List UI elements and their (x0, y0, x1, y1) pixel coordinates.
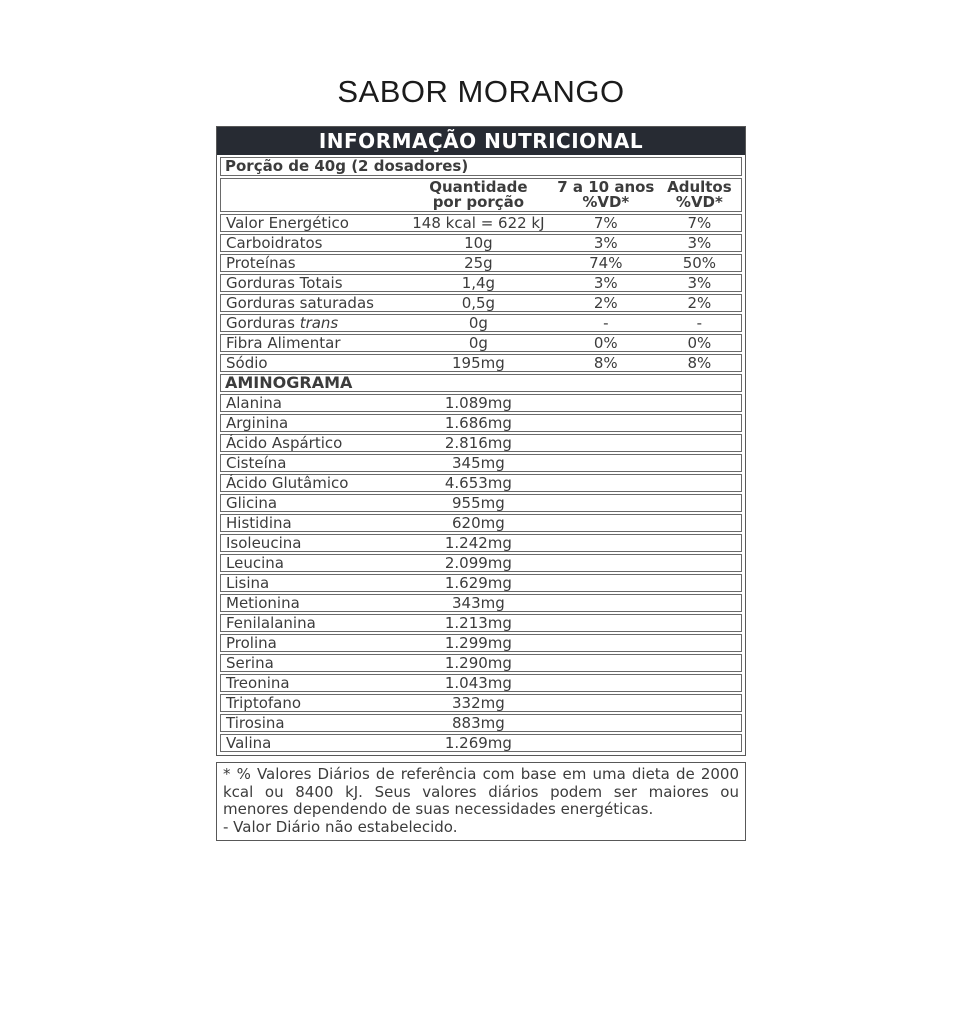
nutrient-quantity: 0g (468, 314, 488, 332)
aminogram-row (220, 534, 742, 552)
amino-acid-empty-cell (554, 655, 658, 671)
amino-acid-quantity: 1.213mg (444, 614, 512, 632)
amino-acid-quantity: 1.269mg (444, 734, 512, 752)
amino-acid-empty-cell (658, 555, 741, 571)
amino-acid-empty-cell (658, 535, 741, 551)
amino-acid-label: Isoleucina (226, 534, 302, 552)
nutrition-label (216, 126, 746, 841)
nutrition-table-header: INFORMAÇÃO NUTRICIONAL (217, 127, 745, 155)
amino-acid-empty-cell (554, 395, 658, 411)
page (0, 74, 962, 841)
nutrient-quantity: 148 kcal = 622 kJ (412, 214, 545, 232)
nutrient-quantity: 25g (464, 254, 493, 272)
amino-acid-quantity: 955mg (452, 494, 505, 512)
amino-acid-empty-cell (658, 515, 741, 531)
amino-acid-empty-cell (554, 635, 658, 651)
amino-acid-quantity: 1.299mg (444, 634, 512, 652)
amino-acid-empty-cell (658, 595, 741, 611)
nutrient-quantity: 1,4g (461, 274, 496, 292)
amino-acid-empty-cell (658, 475, 741, 491)
column-header-age-7-10-line1: 7 a 10 anos (557, 178, 655, 196)
amino-acid-quantity: 1.089mg (444, 394, 512, 412)
amino-acid-quantity: 883mg (452, 714, 505, 732)
amino-acid-quantity: 332mg (452, 694, 505, 712)
aminogram-row (220, 714, 742, 732)
amino-acid-label: Lisina (226, 574, 270, 592)
amino-acid-label: Glicina (226, 494, 278, 512)
aminogram-row (220, 674, 742, 692)
amino-acid-label: Valina (226, 734, 272, 752)
nutrient-vd-adults: 0% (687, 334, 712, 352)
amino-acid-label: Serina (226, 654, 274, 672)
footnote-daily-values: * % Valores Diários de referência com base em uma dieta de 2000 kcal ou 8400 kJ. Seus valores diários podem ser maiores ou menores dependendo de suas necessidades energéticas. (223, 765, 739, 818)
amino-acid-empty-cell (658, 715, 741, 731)
amino-acid-empty-cell (658, 495, 741, 511)
amino-acid-empty-cell (658, 615, 741, 631)
column-header-adults-line1: Adultos (667, 178, 732, 196)
nutrient-quantity: 10g (464, 234, 493, 252)
amino-acid-label: Triptofano (226, 694, 302, 712)
amino-acid-label: Prolina (226, 634, 277, 652)
nutrient-vd-adults: 3% (687, 274, 712, 292)
amino-acid-empty-cell (554, 615, 658, 631)
aminogram-section-title: AMINOGRAMA (225, 373, 353, 392)
amino-acid-empty-cell (554, 735, 658, 751)
nutrient-row (220, 254, 742, 272)
aminogram-row (220, 394, 742, 412)
footnotes (216, 762, 746, 841)
nutrient-vd-7-10: 3% (593, 234, 618, 252)
column-header-adults-line2: %VD* (675, 193, 723, 211)
nutrient-vd-7-10: 3% (593, 274, 618, 292)
amino-acid-empty-cell (658, 415, 741, 431)
amino-acid-quantity: 1.629mg (444, 574, 512, 592)
nutrient-row (220, 214, 742, 232)
nutrient-quantity: 0g (468, 334, 488, 352)
amino-acid-label: Histidina (226, 514, 292, 532)
nutrient-row (220, 354, 742, 372)
amino-acid-empty-cell (658, 675, 741, 691)
nutrient-label: Fibra Alimentar (226, 334, 341, 352)
amino-acid-label: Metionina (226, 594, 300, 612)
amino-acid-empty-cell (554, 575, 658, 591)
column-header-spacer (221, 180, 403, 210)
column-header-age-7-10 (554, 180, 658, 210)
amino-acid-empty-cell (554, 555, 658, 571)
nutrient-rows (217, 214, 745, 372)
amino-acid-quantity: 4.653mg (444, 474, 512, 492)
nutrient-row (220, 314, 742, 332)
column-header-adults (658, 180, 741, 210)
nutrient-vd-7-10: - (603, 314, 609, 332)
amino-acid-label: Alanina (226, 394, 282, 412)
nutrient-quantity: 195mg (452, 354, 505, 372)
amino-acid-quantity: 1.043mg (444, 674, 512, 692)
aminogram-row (220, 554, 742, 572)
nutrient-row (220, 334, 742, 352)
column-header-quantity-line1: Quantidade (429, 178, 528, 196)
amino-acid-empty-cell (554, 515, 658, 531)
amino-acid-empty-cell (658, 395, 741, 411)
portion-label: Porção de 40g (2 dosadores) (225, 157, 469, 175)
amino-acid-empty-cell (554, 595, 658, 611)
nutrient-label: Gorduras saturadas (226, 294, 374, 312)
nutrient-label: Proteínas (226, 254, 296, 272)
aminogram-row (220, 434, 742, 452)
aminogram-row (220, 634, 742, 652)
amino-acid-empty-cell (658, 575, 741, 591)
amino-acid-label: Treonina (226, 674, 290, 692)
aminogram-row (220, 734, 742, 752)
amino-acid-empty-cell (554, 475, 658, 491)
nutrient-label: Carboidratos (226, 234, 323, 252)
aminogram-row (220, 454, 742, 472)
aminogram-section-header (220, 374, 742, 392)
nutrient-row (220, 274, 742, 292)
amino-acid-quantity: 2.816mg (444, 434, 512, 452)
amino-acid-empty-cell (658, 655, 741, 671)
amino-acid-label: Arginina (226, 414, 289, 432)
amino-acid-empty-cell (658, 455, 741, 471)
aminogram-row (220, 654, 742, 672)
amino-acid-quantity: 1.242mg (444, 534, 512, 552)
aminogram-row (220, 694, 742, 712)
amino-acid-empty-cell (554, 435, 658, 451)
amino-acid-quantity: 620mg (452, 514, 505, 532)
page-title: SABOR MORANGO (337, 74, 625, 109)
aminogram-row (220, 474, 742, 492)
nutrient-quantity: 0,5g (461, 294, 496, 312)
amino-acid-quantity: 343mg (452, 594, 505, 612)
nutrient-vd-adults: 50% (682, 254, 717, 272)
column-header-quantity (403, 180, 554, 210)
nutrient-vd-adults: 8% (687, 354, 712, 372)
amino-acid-label: Leucina (226, 554, 284, 572)
amino-acid-label: Tirosina (226, 714, 285, 732)
amino-acid-empty-cell (554, 455, 658, 471)
portion-row (220, 157, 742, 176)
nutrient-vd-7-10: 7% (593, 214, 618, 232)
nutrient-label: Sódio (226, 354, 268, 372)
amino-acid-empty-cell (658, 635, 741, 651)
aminogram-row (220, 494, 742, 512)
amino-acid-label: Cisteína (226, 454, 287, 472)
nutrient-label-italic: trans (299, 314, 339, 332)
column-header-row (220, 178, 742, 212)
nutrient-label: Valor Energético (226, 214, 349, 232)
amino-acid-label: Ácido Glutâmico (226, 474, 349, 492)
nutrient-row (220, 294, 742, 312)
nutrient-vd-adults: 7% (687, 214, 712, 232)
nutrient-vd-7-10: 74% (589, 254, 623, 272)
nutrient-vd-adults: 3% (687, 234, 712, 252)
aminogram-row (220, 514, 742, 532)
aminogram-row (220, 594, 742, 612)
footnote-not-established: - Valor Diário não estabelecido. (223, 817, 458, 836)
column-header-quantity-line2: por porção (432, 193, 525, 211)
nutrient-row (220, 234, 742, 252)
amino-acid-label: Ácido Aspártico (226, 434, 343, 452)
aminogram-row (220, 614, 742, 632)
nutrient-label: Gorduras Totais (226, 274, 343, 292)
amino-acid-empty-cell (554, 675, 658, 691)
nutrient-vd-adults: 2% (687, 294, 712, 312)
amino-acid-empty-cell (658, 435, 741, 451)
aminogram-rows (217, 394, 745, 752)
amino-acid-empty-cell (658, 695, 741, 711)
aminogram-row (220, 574, 742, 592)
nutrition-table (216, 126, 746, 756)
amino-acid-empty-cell (658, 735, 741, 751)
nutrient-vd-7-10: 8% (593, 354, 618, 372)
amino-acid-label: Fenilalanina (226, 614, 316, 632)
amino-acid-empty-cell (554, 415, 658, 431)
column-header-age-7-10-line2: %VD* (582, 193, 630, 211)
nutrient-label: Gorduras trans (226, 314, 339, 332)
amino-acid-quantity: 1.686mg (444, 414, 512, 432)
amino-acid-empty-cell (554, 715, 658, 731)
amino-acid-empty-cell (554, 695, 658, 711)
amino-acid-quantity: 1.290mg (444, 654, 512, 672)
nutrient-vd-adults: - (696, 314, 703, 332)
nutrient-vd-7-10: 0% (593, 334, 618, 352)
amino-acid-quantity: 2.099mg (444, 554, 512, 572)
nutrient-vd-7-10: 2% (593, 294, 618, 312)
amino-acid-quantity: 345mg (452, 454, 505, 472)
amino-acid-empty-cell (554, 535, 658, 551)
amino-acid-empty-cell (554, 495, 658, 511)
aminogram-row (220, 414, 742, 432)
